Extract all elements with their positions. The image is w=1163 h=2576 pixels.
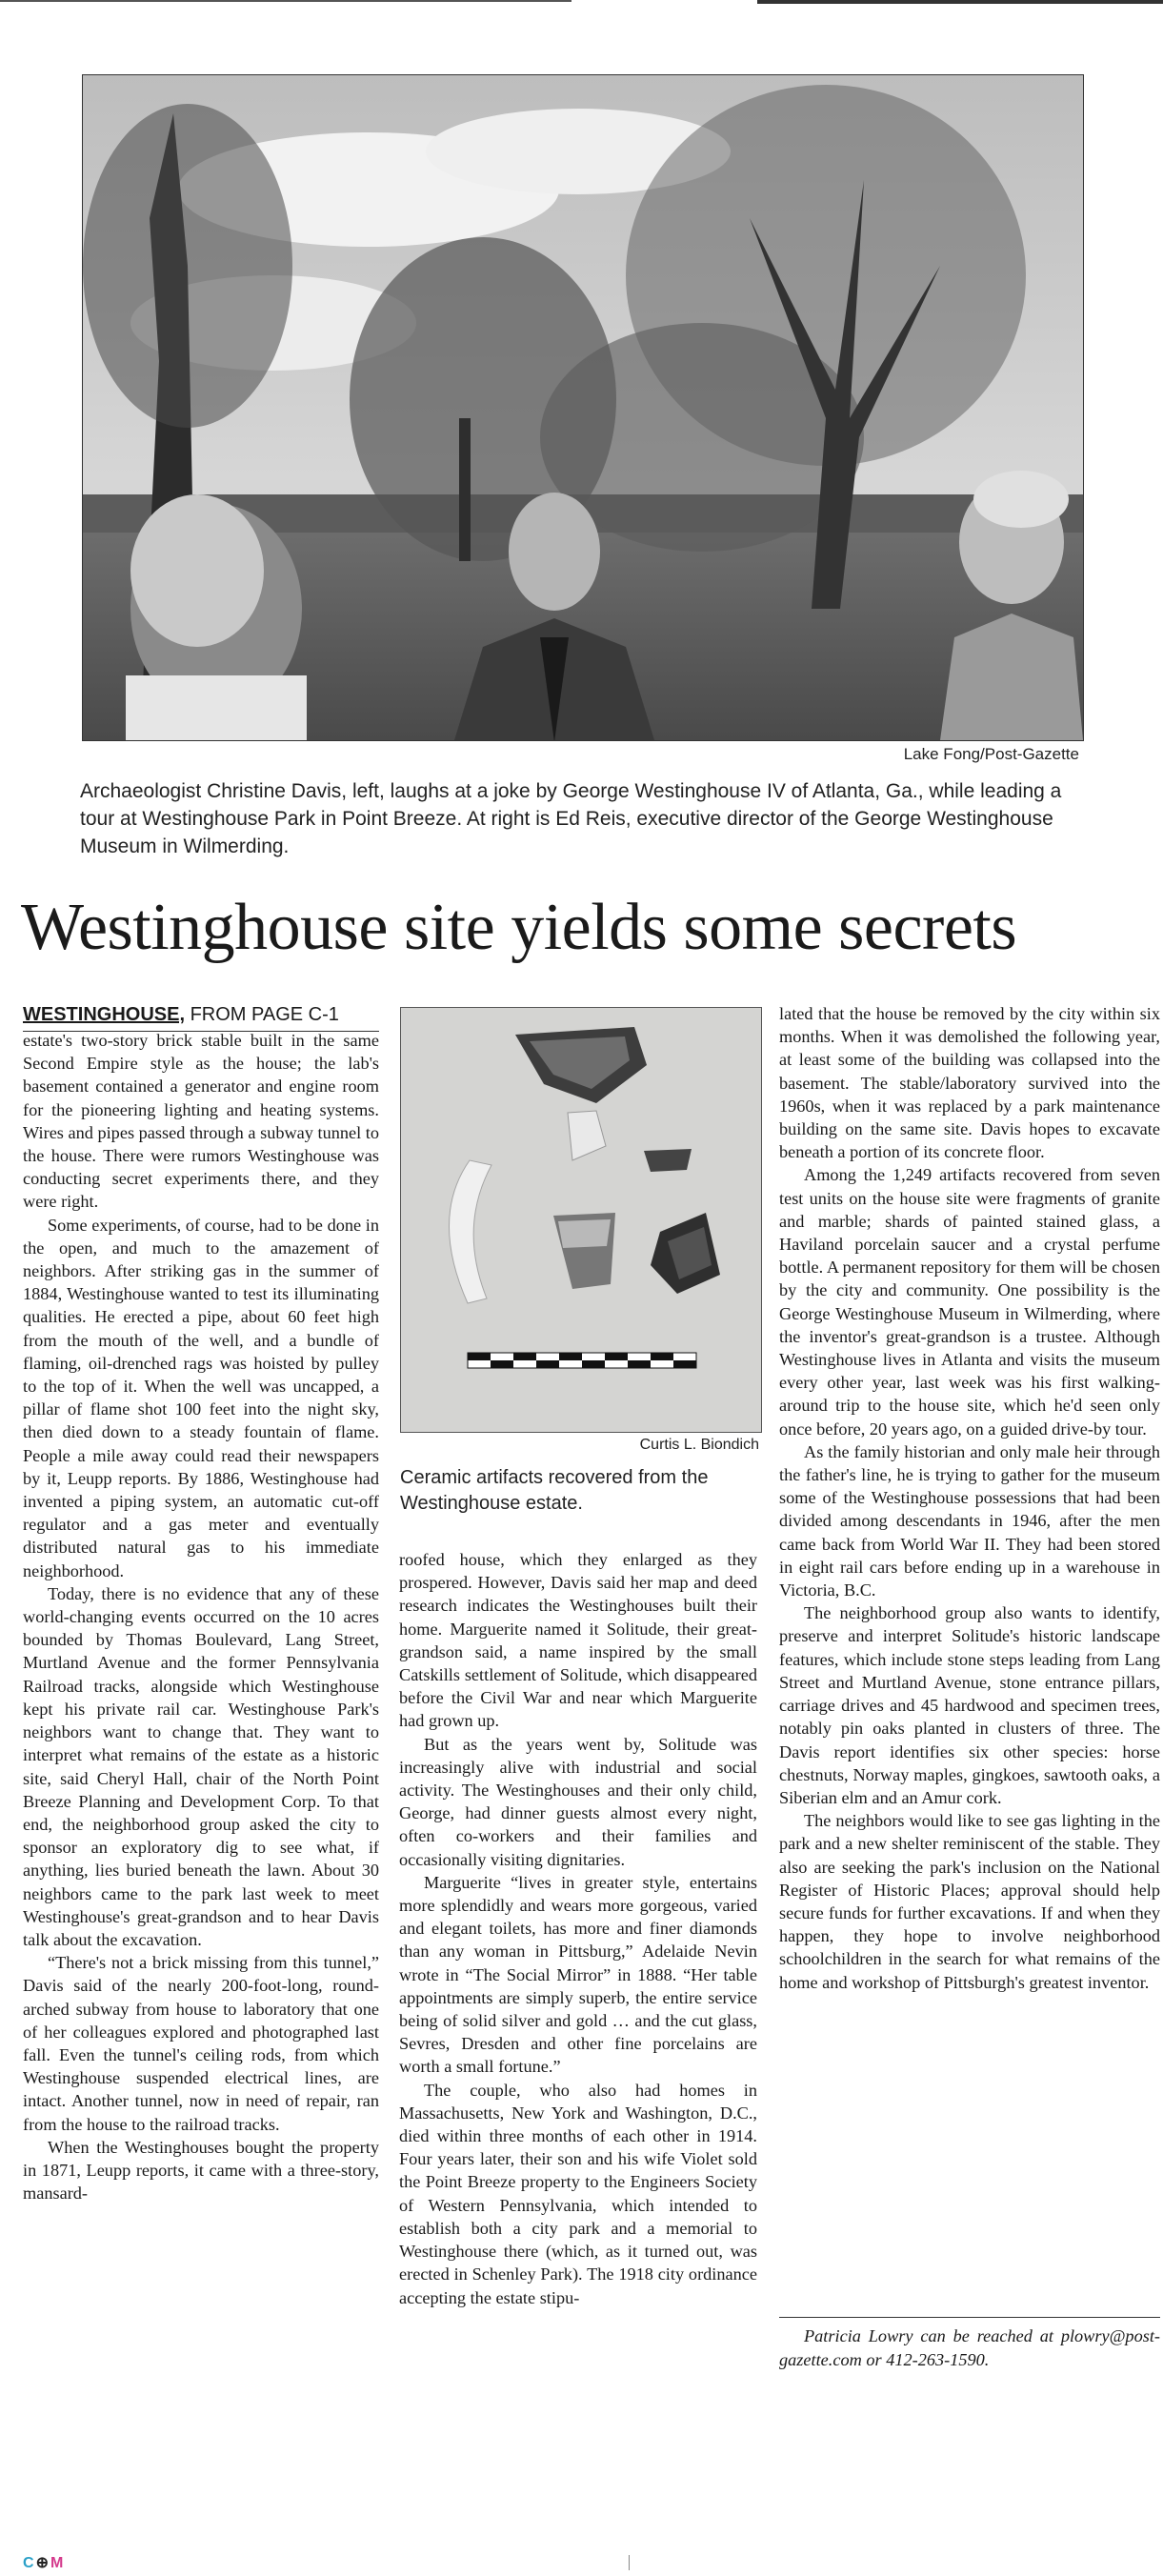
article-column-1 <box>23 1029 379 2204</box>
tagline-rule <box>779 2317 1160 2318</box>
paragraph: The neighbors would like to see gas lighting in the park and a new shelter reminiscent of the stable. They also are seeking the park's inclusion on the National Register of Historic Places; approval should help secure funds for further excavations. If and when they happen, they hope to involve neighborhood schoolchildren in the search for what remains of the home and workshop of Pittsburgh's greatest inventor. <box>779 1811 1160 1992</box>
paragraph: When the Westinghouses bought the property in 1871, Leupp reports, it came with a three-story, mansard- <box>23 2137 379 2204</box>
artifacts-photo-caption: Ceramic artifacts recovered from the Westinghouse estate. <box>400 1467 709 1514</box>
paragraph: estate's two-story brick stable built in the same Second Empire style as the house; the lab's basement contained a generator and engine room for the pioneering lighting and heating systems. Wires and pipes passed through a subway tunnel to the house. There were rumors Westinghouse was conducting secret experiments there, and they were right. <box>23 1031 379 1212</box>
paragraph: As the family historian and only male heir through the father's line, he is trying to gather for the museum some of the Westinghouse possessions that had been divided among descendants in 1946, after the men came back from World War II. They had been stored in eight rail cars before ending up in a warehouse in Victoria, B.C. <box>779 1441 1160 1600</box>
page-center-tick <box>629 2555 630 2570</box>
paragraph: Some experiments, of course, had to be done in the open, and much to the amazement of neighbors. After striking gas in the summer of 1884, Westinghouse wanted to test its illuminating qualities. He erected a pipe, about 60 feet high from the mouth of the well, and a bundle of flaming, oil-drenched rags was hoisted by pulley to the top of it. When the well was uncapped, a pillar of flame shot 100 feet into the night sky, then died down to a steady fountain of flame. People a mile away could read their newspapers by it, Leupp reports. By 1886, Westinghouse had invented a piping system, an automatic cut-off regulator and a gas meter and eventually distributed natural gas to his immediate neighborhood. <box>23 1215 379 1580</box>
jump-line <box>23 1002 379 1032</box>
main-photo <box>82 74 1084 741</box>
magenta-mark: M <box>50 2555 66 2571</box>
paragraph: Today, there is no evidence that any of these world-changing events occurred on the 10 acres bounded by Thomas Boulevard, Lang Street, Murtland Avenue and the former Pennsylvania Railroad tracks, alongside which Westinghouse kept his private rail car. Westinghouse Park's neighbors want to change that. They want to interpret what remains of the estate as a historic site, said Cheryl Hall, chair of the North Point Breeze Planning and Development Corp. To that end, the neighborhood group asked the city to sponsor an exploratory dig to see what, if anything, lies buried beneath the lawn. About 30 neighbors came to the park last week to meet Westinghouse's great-grandson and to hear Davis talk about the excavation. <box>23 1583 379 1949</box>
paragraph: “There's not a brick missing from this tunnel,” Davis said of the nearly 200-foot-long, round-arched subway from house to laboratory that one of her colleagues explored and photographed last fall. Even the tunnel's ceiling rods, from which Westinghouse suspended electrical lines, are intact. Another tunnel, now in need of repair, ran from the house to the railroad tracks. <box>23 1953 379 2134</box>
paragraph: But as the years went by, Solitude was increasingly alive with industrial and social activity. The Westinghouses and their only child, George, had dinner guests almost every night, often co-workers and their families and occasionally visiting dignitaries. <box>399 1734 757 1869</box>
cyan-mark: C <box>23 2555 36 2571</box>
artifacts-photo-credit: Curtis L. Biondich <box>639 1437 759 1453</box>
paragraph: The couple, who also had homes in Massachusetts, New York and Washington, D.C., died within three months of each other in 1914. Four years later, their son and his wife Violet sold the Point Breeze property to the Engineers Society of Western Pennsylvania, which intended to establish both a city park and a memorial to Westinghouse there (which, as it turned out, was erected in Schenley Park). The 1918 city ordinance accepting the estate stipu- <box>399 2080 757 2307</box>
artifacts-photo <box>400 1007 762 1433</box>
photo-caption: Archaeologist Christine Davis, left, laughs at a joke by George Westinghouse IV of Atlanta, Ga., while leading a tour at Westinghouse Park in Point Breeze. At right is Ed Reis, executive director of the George Westinghouse Museum in Wilmerding. <box>80 780 1062 857</box>
color-registration-mark <box>23 2553 65 2572</box>
paragraph: The neighborhood group also wants to identify, preserve and interpret Solitude's historic landscape features, which include stone steps leading from Lang Street and Murtland Avenue, stone entrance pillars, carriage drives and 45 hardwood and specimen trees, notably pin oaks planted in clusters of three. The Davis report identifies six other species: horse chestnuts, Norway maples, gingkoes, sawtooth oaks, a Siberian elm and an Amur cork. <box>779 1603 1160 1807</box>
registration-target-icon: ⊕ <box>35 2555 50 2571</box>
paragraph: Marguerite “lives in greater style, entertains more splendidly and wears more gorgeous, varied and elegant toilets, has more and finer diamonds than any woman in Pittsburg,” Adelaide Nevin wrote in “The Social Mirror” in 1888. “Her table appointments are simply superb, the entire service being of solid silver and gold … and the cut glass, Sevres, Dresden and other fine porcelains are worth a small fortune.” <box>399 1872 757 2077</box>
article-column-2 <box>399 1548 757 2309</box>
paragraph: lated that the house be removed by the city within six months. When it was demolished the following year, at least some of the building was collapsed into the basement. The stable/laboratory survived into the 1960s, when it was replaced by a park maintenance building on the same site. Davis hopes to excavate beneath a portion of its concrete floor. <box>779 1004 1160 1162</box>
headline: Westinghouse site yields some secrets <box>21 891 1017 964</box>
photo-credit: Lake Fong/Post-Gazette <box>903 745 1079 763</box>
paragraph: Among the 1,249 artifacts recovered from seven test units on the house site were fragments of granite and marble; shards of painted stained glass, a Haviland porcelain saucer and a crystal perfume bottle. A permanent repository for them will be chosen by the city and community. One possibility is the George Westinghouse Museum in Wilmerding, where the inventor's great-grandson is a trustee. Although Westinghouse lives in Atlanta and visits the museum every other year, last week was his first walking-around trip to the house site, which he'd seen only once before, 20 years ago, on a guided drive-by tour. <box>779 1165 1160 1439</box>
jump-key: WESTINGHOUSE, <box>23 1004 186 1025</box>
paragraph: roofed house, which they enlarged as they prospered. However, Davis said her map and deed research indicates the Westinghouses built their home. Marguerite named it Solitude, their great-grandson said, a name inspired by the small Catskills settlement of Solitude, which disappeared before the Civil War and near which Marguerite had grown up. <box>399 1550 757 1731</box>
article-column-3 <box>779 1002 1160 1994</box>
top-rule <box>0 0 571 2</box>
ceramic-shards-illustration <box>401 1008 761 1432</box>
top-rule-heavy <box>757 0 1163 4</box>
jump-from: FROM PAGE C-1 <box>185 1004 339 1025</box>
author-contact: Patricia Lowry can be reached at plowry@post-gazette.com or 412-263-1590. <box>779 2326 1160 2369</box>
park-photo-illustration <box>83 75 1083 740</box>
